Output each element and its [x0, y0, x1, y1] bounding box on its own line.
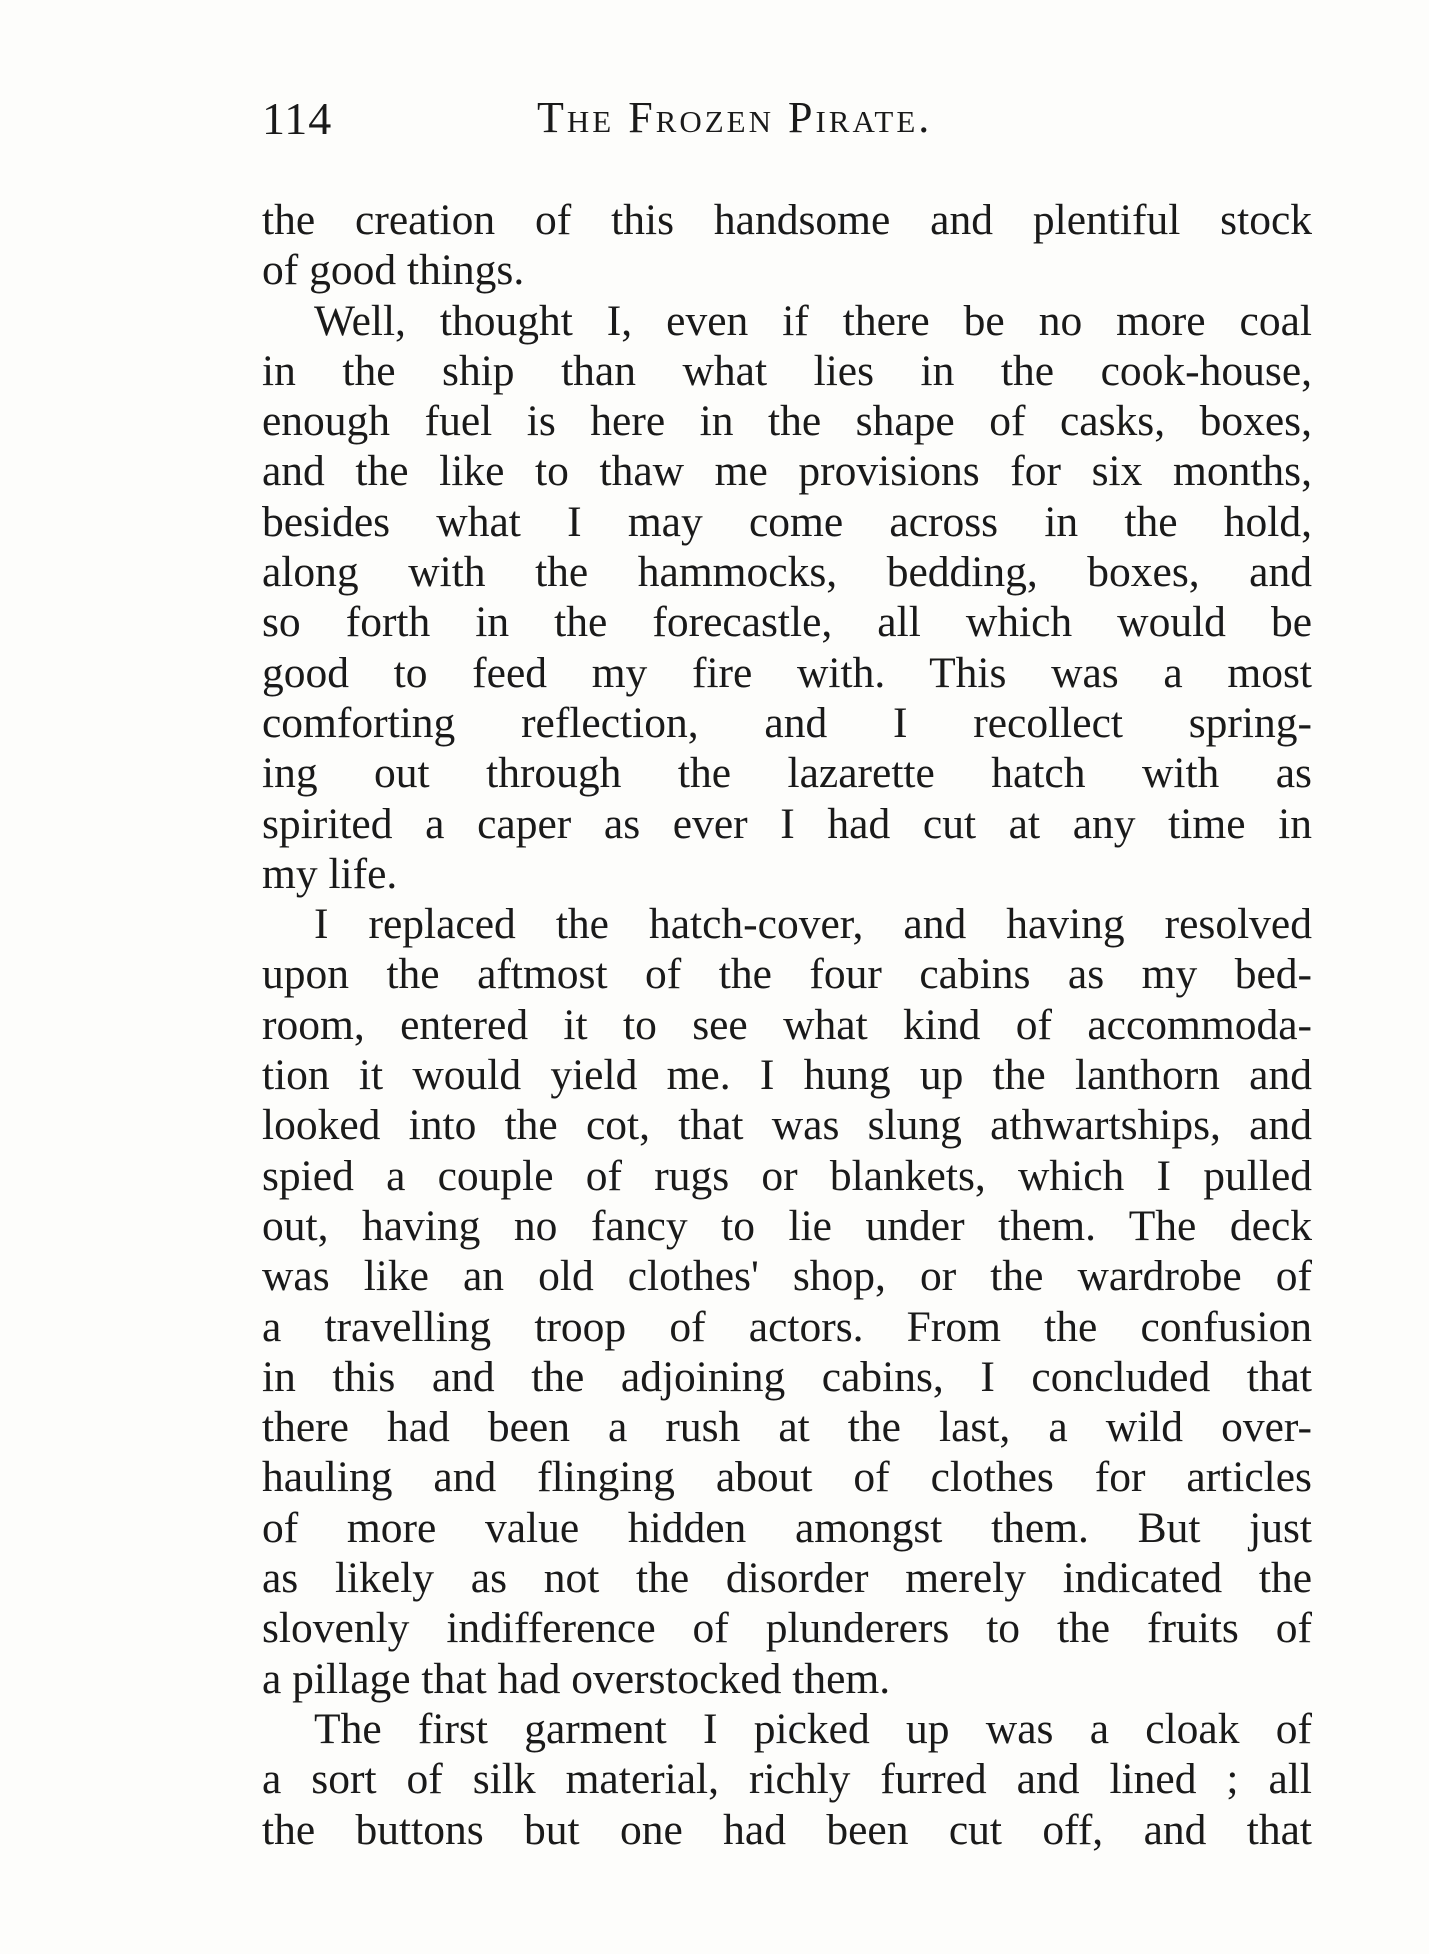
text-line: room, entered it to see what kind of accommoda-	[262, 1000, 1312, 1049]
text-line: of good things.	[262, 246, 525, 295]
text-line: in the ship than what lies in the cook-house,	[262, 346, 1312, 395]
text-line: out, having no fancy to lie under them. The deck	[262, 1201, 1312, 1250]
text-line: ing out through the lazarette hatch with as	[262, 749, 1312, 798]
text-line: looked into the cot, that was slung athwartships, and	[262, 1101, 1312, 1150]
text-line: so forth in the forecastle, all which would be	[262, 598, 1312, 647]
text-line: of more value hidden amongst them. But just	[262, 1503, 1312, 1552]
text-line: hauling and flinging about of clothes for articles	[262, 1453, 1312, 1502]
text-line: as likely as not the disorder merely indicated the	[262, 1554, 1312, 1603]
text-line: along with the hammocks, bedding, boxes, and	[262, 548, 1312, 597]
text-line: in this and the adjoining cabins, I concluded that	[262, 1352, 1312, 1401]
body-text	[262, 195, 1312, 1855]
text-line: I replaced the hatch-cover, and having resolved	[314, 900, 1312, 949]
running-head	[262, 92, 1312, 152]
text-line: good to feed my fire with. This was a most	[262, 648, 1312, 697]
text-line: comforting reflection, and I recollect spring-	[262, 698, 1312, 747]
text-line: and the like to thaw me provisions for six months,	[262, 447, 1312, 496]
text-line: slovenly indifference of plunderers to the fruits of	[262, 1604, 1312, 1653]
page-number: 114	[262, 93, 333, 144]
text-line: there had been a rush at the last, a wild over-	[262, 1403, 1312, 1452]
text-line: my life.	[262, 849, 398, 898]
text-line: the buttons but one had been cut off, and that	[262, 1805, 1312, 1854]
text-line: besides what I may come across in the hold,	[262, 497, 1312, 546]
text-line: Well, thought I, even if there be no more coal	[314, 296, 1312, 345]
text-line: tion it would yield me. I hung up the lanthorn and	[262, 1051, 1312, 1100]
text-line: spirited a caper as ever I had cut at any time in	[262, 799, 1312, 848]
text-line: spied a couple of rugs or blankets, which I pulled	[262, 1151, 1312, 1200]
text-line: The first garment I picked up was a cloak of	[314, 1704, 1312, 1753]
running-title: The Frozen Pirate.	[537, 93, 933, 142]
text-line: a sort of silk material, richly furred and lined ; all	[262, 1755, 1312, 1804]
text-line: a travelling troop of actors. From the confusion	[262, 1302, 1312, 1351]
text-line: a pillage that had overstocked them.	[262, 1654, 891, 1703]
text-line: the creation of this handsome and plentiful stock	[262, 196, 1312, 244]
text-line: was like an old clothes' shop, or the wardrobe of	[262, 1252, 1312, 1301]
text-line: upon the aftmost of the four cabins as my bed-	[262, 950, 1312, 999]
text-line: enough fuel is here in the shape of casks, boxes,	[262, 397, 1312, 446]
